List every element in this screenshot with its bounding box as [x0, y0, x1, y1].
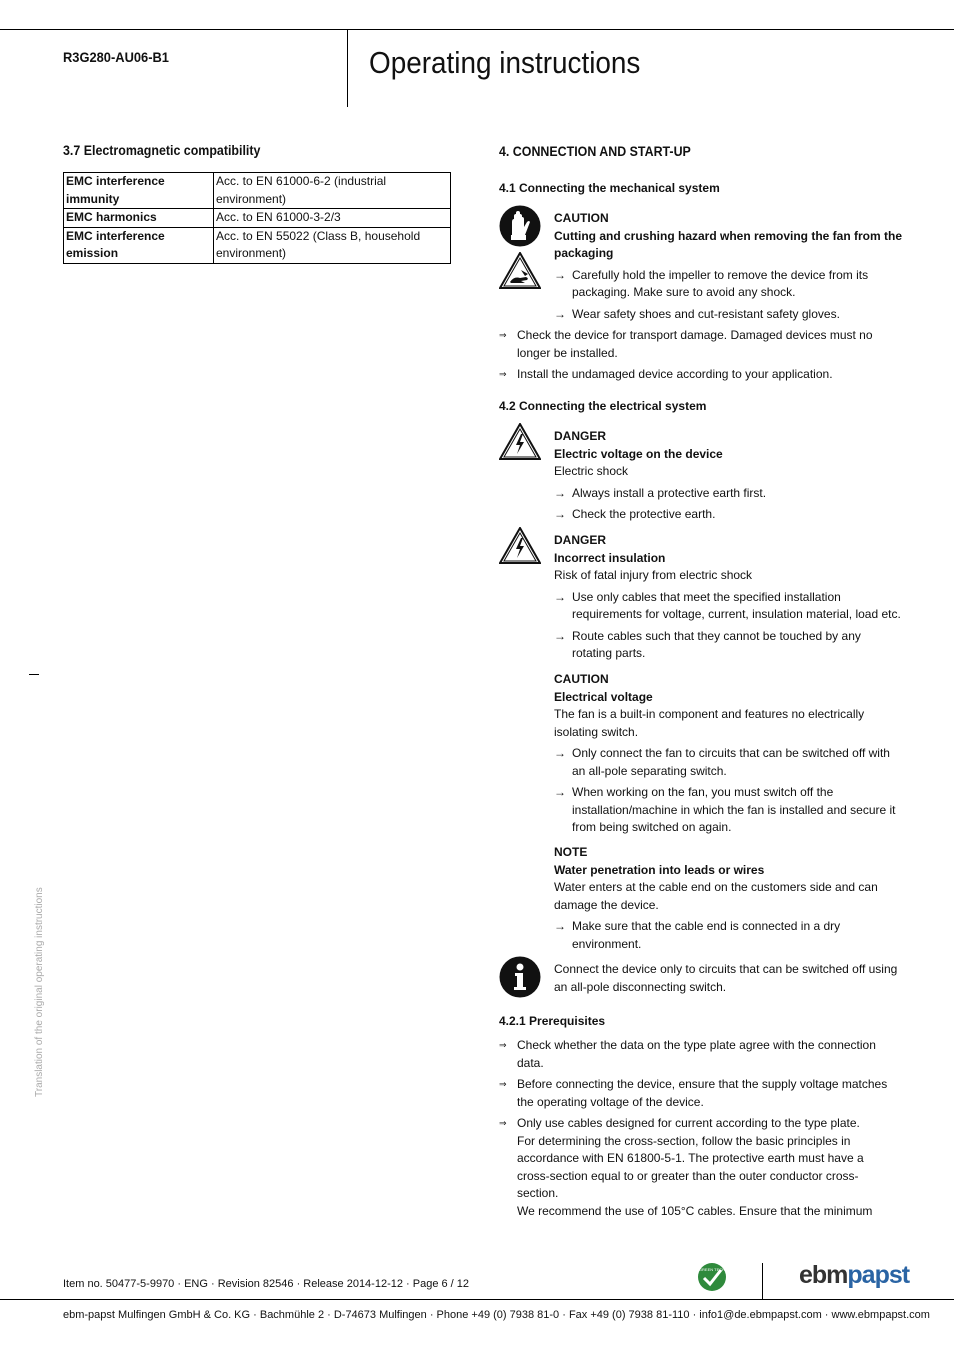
danger-insulation — [554, 532, 904, 663]
header-rule — [0, 29, 954, 30]
header-divider — [347, 29, 348, 107]
caution-label: CAUTION — [554, 211, 609, 225]
instruction-item: → Only connect the fan to circuits that can be switched off with an all-pole separating switch. — [554, 745, 904, 780]
page-title: Operating instructions — [369, 45, 641, 80]
emc-value: Acc. to EN 61000-3-2/3 — [214, 209, 451, 228]
side-note: Translation of the original operating instructions — [34, 887, 45, 1097]
list-item-line: For determining the cross-section, follow the basic principles in accordance with EN 61800-5-1. The protective earth must have a cross-section equal to or greater than the outer conductor cross-section. — [517, 1133, 864, 1200]
logo-part: ebm — [799, 1261, 848, 1289]
instruction-item: → Route cables such that they cannot be touched by any rotating parts. — [554, 628, 904, 663]
note-water — [554, 844, 904, 953]
note-title: Water penetration into leads or wires — [554, 862, 765, 877]
prereq-bullets — [499, 1037, 899, 1220]
list-item: ⇒ Check the device for transport damage. Damaged devices must no longer be installed. — [499, 327, 899, 362]
instruction-item: → Check the protective earth. — [554, 506, 904, 524]
instruction-item: → Use only cables that meet the specified installation requirements for voltage, current, insulation material, load etc. — [554, 589, 904, 624]
badge-text: GREEN TECH — [698, 1267, 726, 1272]
prereq-heading: 4.2.1 Prerequisites — [499, 1014, 606, 1028]
danger-text: Electric shock — [554, 464, 629, 478]
margin-mark — [29, 674, 39, 675]
green-tech-badge-icon — [697, 1262, 727, 1292]
electric-hazard-icon — [499, 423, 541, 460]
danger-voltage — [554, 428, 904, 524]
section-heading: 4. CONNECTION AND START-UP — [499, 144, 691, 159]
gloves-icon — [499, 205, 541, 247]
emc-key: EMC interference emission — [64, 227, 214, 263]
table-row — [64, 173, 451, 209]
list-item: ⇒ Before connecting the device, ensure that the supply voltage matches the operating voltage of the device. — [499, 1076, 899, 1111]
logo-divider — [762, 1263, 763, 1300]
caution-label: CAUTION — [554, 672, 609, 686]
instruction-item: → Always install a protective earth first. — [554, 485, 904, 503]
logo-part: papst — [847, 1261, 910, 1289]
mech-bullets — [499, 327, 899, 384]
table-row — [64, 227, 451, 263]
item-number: Item no. 50477-5-9970 · ENG · Revision 82546 · Release 2014-12-12 · Page 6 / 12 — [63, 1278, 470, 1290]
crushing-hazard-icon — [499, 252, 541, 289]
electric-hazard-icon — [499, 527, 541, 564]
danger-title: Incorrect insulation — [554, 550, 666, 565]
mech-heading: 4.1 Connecting the mechanical system — [499, 181, 720, 195]
note-label: NOTE — [554, 845, 588, 859]
caution-title: Cutting and crushing hazard when removing the fan from the packaging — [554, 228, 903, 260]
danger-label: DANGER — [554, 429, 607, 443]
emc-heading: 3.7 Electromagnetic compatibility — [63, 143, 261, 158]
caution-mech — [554, 210, 904, 323]
list-item-line: ⇒ Only use cables designed for current according to the type plate. — [517, 1116, 860, 1130]
emc-value: Acc. to EN 61000-6-2 (industrial environment) — [214, 173, 451, 209]
emc-table — [63, 172, 451, 264]
danger-label: DANGER — [554, 533, 607, 547]
info-text: Connect the device only to circuits that can be switched off using an all-pole disconnecting switch. — [554, 962, 898, 994]
emc-key: EMC interference immunity — [64, 173, 214, 209]
list-item: ⇒ Check whether the data on the type plate agree with the connection data. — [499, 1037, 899, 1072]
info-icon — [499, 956, 541, 998]
list-item: ⇒ Install the undamaged device according to your application. — [499, 366, 899, 384]
danger-text: Risk of fatal injury from electric shock — [554, 568, 753, 582]
ebmpapst-logo — [799, 1258, 909, 1292]
instruction-item: → Wear safety shoes and cut-resistant safety gloves. — [554, 306, 904, 324]
table-row — [64, 209, 451, 228]
footer-rule — [0, 1299, 954, 1300]
note-text: Water enters at the cable end on the customers side and can damage the device. — [554, 880, 878, 912]
danger-title: Electric voltage on the device — [554, 446, 723, 461]
company-address: ebm-papst Mulfingen GmbH & Co. KG · Bachmühle 2 · D-74673 Mulfingen · Phone +49 (0) 7938 81-0 · Fax +49 (0) 7938 81-110 · info1@de.ebmpapst.com · www.ebmpapst.com — [63, 1309, 930, 1321]
instruction-item: → Carefully hold the impeller to remove the device from its packaging. Make sure to avoid any shock. — [554, 267, 904, 302]
instruction-item: → When working on the fan, you must switch off the installation/machine in which the fan is installed and secure it from being switched on again. — [554, 784, 904, 837]
list-item-line: We recommend the use of 105°C cables. Ensure that the minimum — [517, 1203, 873, 1218]
emc-value: Acc. to EN 55022 (Class B, household environment) — [214, 227, 451, 263]
elec-heading: 4.2 Connecting the electrical system — [499, 399, 707, 413]
caution-voltage — [554, 671, 904, 837]
list-item — [499, 1115, 899, 1220]
caution-text: The fan is a built-in component and features no electrically isolating switch. — [554, 707, 865, 739]
emc-key: EMC harmonics — [64, 209, 214, 228]
model-number: R3G280-AU06-B1 — [63, 49, 169, 65]
caution-title: Electrical voltage — [554, 689, 653, 704]
instruction-item: → Make sure that the cable end is connected in a dry environment. — [554, 918, 904, 953]
